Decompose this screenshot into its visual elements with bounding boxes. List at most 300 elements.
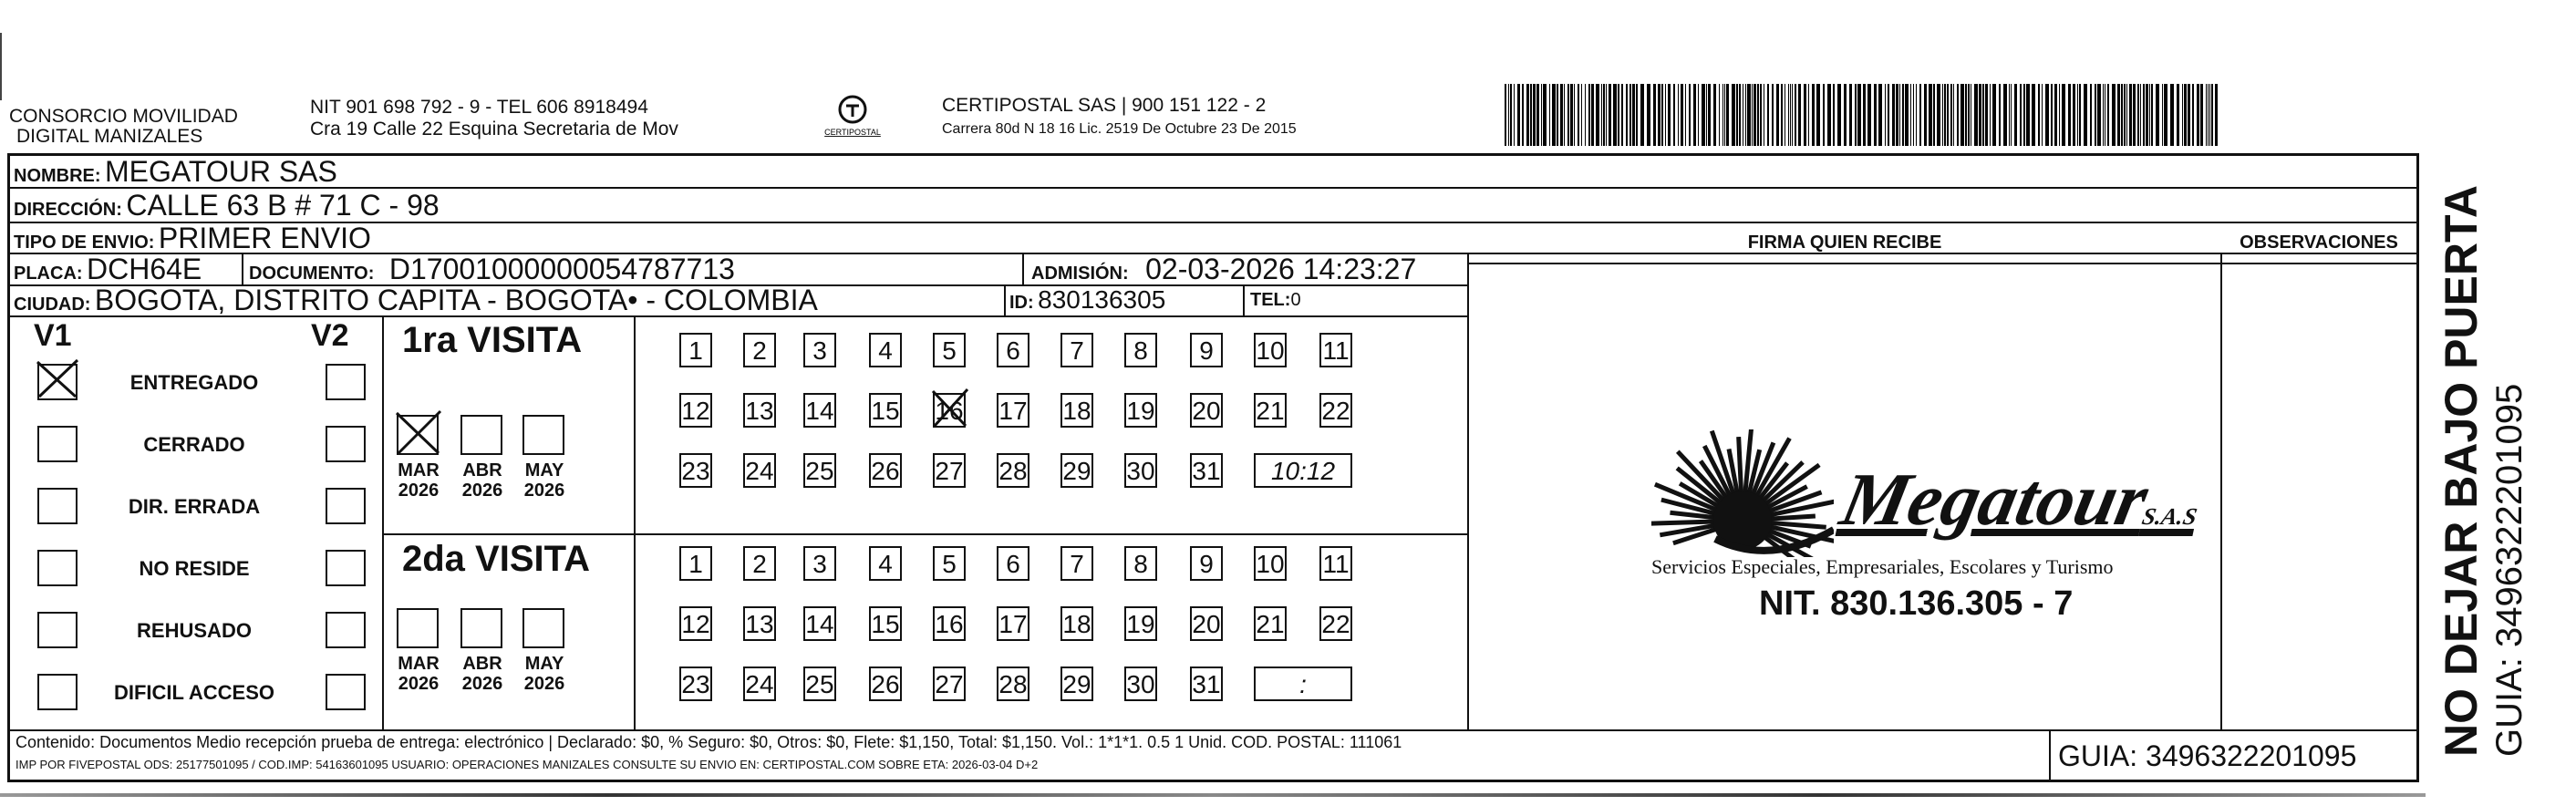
tipo-envio-label: TIPO DE ENVIO: [14,232,155,253]
day-box[interactable]: 24 [743,666,776,701]
delivery-form [7,153,2419,782]
v1-checkbox[interactable] [37,364,78,400]
barcode-bar [1708,84,1711,146]
v1-checkbox[interactable] [37,674,78,710]
barcode-bar [1596,84,1599,146]
barcode-bar [2042,84,2043,146]
barcode-bar [1693,84,1696,146]
day-box[interactable]: 6 [997,333,1029,367]
day-box[interactable]: 30 [1124,666,1157,701]
company-nit: NIT 901 698 792 - 9 - TEL 606 8918494 [310,97,648,118]
barcode-bar [1574,84,1575,146]
observaciones-header: OBSERVACIONES [2240,232,2398,253]
day-box[interactable]: 20 [1190,606,1223,641]
ciudad-value: BOGOTA, DISTRITO CAPITA - BOGOTA• - COLOMBIA [94,284,818,316]
barcode-bar [1772,84,1774,146]
direccion-label: DIRECCIÓN: [14,200,122,220]
barcode-bar [1636,84,1638,146]
barcode-bar [2020,84,2022,146]
barcode-bar [2045,84,2049,146]
barcode-bar [1905,84,1909,146]
barcode-bar [1570,84,1573,146]
contenido-text: Contenido: Documentos Medio recepción prueba de entrega: electrónico | Declarado: $0, % Seguro: $0, Otros: $0, Flete: $1,150, Total: $1,150. Vol.: 1*1*1. 0.5 1 Unid. COD. POSTAL: 111061 [16,733,1402,751]
day-box[interactable]: 4 [869,333,902,367]
v2-checkbox[interactable] [326,488,366,524]
placa-value: DCH64E [87,253,202,285]
v1-checkbox[interactable] [37,426,78,462]
barcode-bar [1816,84,1820,146]
barcode-bar [1665,84,1666,146]
side-guia: GUIA: 3496322201095 [2489,383,2529,757]
ciudad-label: CIUDAD: [14,294,91,315]
barcode-bar [1719,84,1720,146]
barcode-bar [1514,84,1515,146]
barcode-bar [1510,84,1512,146]
barcode-bar [1965,84,1967,146]
barcode-bar [1739,84,1741,146]
barcode-bar [2097,84,2101,146]
barcode-bar [1957,84,1959,146]
barcode-bar [1990,84,1991,146]
barcode-bar [1726,84,1729,146]
barcode-bar [2188,84,2190,146]
certipostal-logo [821,91,885,146]
barcode-bar [2014,84,2017,146]
day-box[interactable]: 6 [997,546,1029,581]
nombre-label: NOMBRE: [14,166,101,186]
day-box[interactable]: 10 [1254,546,1287,581]
barcode-bar [1653,84,1656,146]
barcode-bar [2200,84,2203,146]
day-box[interactable]: 7 [1060,546,1093,581]
day-box[interactable]: 8 [1124,333,1157,367]
status-label: NO RESIDE [139,557,250,580]
barcode-bar [2062,84,2065,146]
month-checkbox[interactable] [397,608,439,648]
day-box[interactable]: 17 [997,606,1029,641]
barcode-bar [1878,84,1882,146]
v2-checkbox[interactable] [326,426,366,462]
barcode-bar [1910,84,1911,146]
status-label: REHUSADO [137,619,252,642]
day-box[interactable]: 29 [1060,666,1093,701]
v2-checkbox[interactable] [326,674,366,710]
month-checkbox[interactable] [522,608,564,648]
barcode-bar [2103,84,2104,146]
barcode-bar [2206,84,2207,146]
barcode-bar [1760,84,1762,146]
barcode-bar [1950,84,1952,146]
sun-stamp-icon [1651,429,1834,557]
stamp-nit: NIT. 830.136.305 - 7 [1759,584,2074,623]
tel-value: 0 [1290,290,1301,310]
day-box[interactable]: 23 [679,453,712,488]
first-visit-label: 1ra VISITA [402,320,583,360]
id-label: ID: [1009,293,1034,313]
barcode-bar [1585,84,1586,146]
day-box[interactable]: 18 [1060,606,1093,641]
barcode-bar [1681,84,1683,146]
month-label: MAY 2026 [523,654,565,694]
barcode-bar [1560,84,1563,146]
month-label: MAY 2026 [523,460,565,501]
id-row [1009,285,1165,319]
barcode-bar [1913,84,1914,146]
company-name-line1: CONSORCIO MOVILIDAD [9,106,238,127]
tipo-envio-value: PRIMER ENVIO [158,222,371,254]
v1-checkbox[interactable] [37,488,78,524]
barcode-bar [1888,84,1889,146]
day-box[interactable]: 16 [933,606,966,641]
barcode-bar [2023,84,2025,146]
day-box[interactable]: 1 [679,546,712,581]
barcode-bar [1942,84,1943,146]
barcode-bar [1581,84,1582,146]
barcode-bar [2073,84,2075,146]
nombre-row [14,157,337,192]
barcode-bar [2164,84,2167,146]
company-stamp [1651,420,2217,648]
barcode-bar [1933,84,1935,146]
v1-checkbox[interactable] [37,612,78,648]
v2-checkbox[interactable] [326,550,366,586]
barcode-bar [1885,84,1886,146]
day-box[interactable]: 25 [803,666,836,701]
barcode-bar [1732,84,1735,146]
documento-value: D17001000000054787713 [388,253,735,285]
barcode-bar [1767,84,1769,146]
barcode-bar [1979,84,1981,146]
barcode-bar [1844,84,1847,146]
barcode-bar [2209,84,2210,146]
barcode-bar [1804,84,1806,146]
barcode-bar [1919,84,1921,146]
day-box[interactable]: 27 [933,666,966,701]
barcode-bar [1702,84,1705,146]
barcode-bar [1916,84,1917,146]
day-box[interactable]: 19 [1124,606,1157,641]
footer-guia: GUIA: 3496322201095 [2058,739,2357,772]
check-mark [929,388,969,428]
day-box[interactable]: 22 [1319,393,1352,428]
day-box[interactable]: 2 [743,333,776,367]
barcode-bar [2129,84,2132,146]
day-box[interactable]: 7 [1060,333,1093,367]
carrier-address: Carrera 80d N 18 16 Lic. 2519 De Octubre 23 De 2015 [942,121,1297,137]
barcode-bar [1588,84,1590,146]
day-box[interactable]: 12 [679,393,712,428]
barcode-bar [1522,84,1524,146]
day-box[interactable]: 21 [1254,393,1287,428]
month-checkbox[interactable] [397,415,439,455]
barcode-bar [1613,84,1617,146]
barcode-bar [1564,84,1565,146]
day-box[interactable]: 11 [1319,546,1352,581]
month-label: MAR 2026 [398,460,440,501]
barcode-bar [1747,84,1751,146]
direccion-value: CALLE 63 B # 71 C - 98 [126,189,440,222]
barcode-bar [1867,84,1871,146]
v1-label: V1 [34,318,72,353]
barcode-bar [1724,84,1725,146]
tel-label: TEL: [1250,290,1291,310]
barcode-bar [1543,84,1547,146]
barcode-bar [2003,84,2007,146]
ciudad-row [14,285,818,321]
documento-label: DOCUMENTO: [249,264,375,284]
barcode-bar [1530,84,1532,146]
company-address: Cra 19 Calle 22 Esquina Secretaria de Mov [310,119,678,140]
barcode-bar [2162,84,2163,146]
barcode-bar [1857,84,1861,146]
barcode-bar [2197,84,2199,146]
barcode-bar [2211,84,2213,146]
barcode-bar [1658,84,1660,146]
barcode-bar [2054,84,2057,146]
day-box[interactable]: 22 [1319,606,1352,641]
barcode-bar [1745,84,1746,146]
barcode-bar [1837,84,1841,146]
barcode-bar [2124,84,2126,146]
day-box[interactable]: 31 [1190,666,1223,701]
barcode-bar [2192,84,2194,146]
barcode-bar [1790,84,1791,146]
barcode-bar [2011,84,2012,146]
v2-label: V2 [311,318,349,353]
barcode [1505,84,2225,146]
barcode-bar [1874,84,1877,146]
barcode-bar [1517,84,1520,146]
barcode-bar [1798,84,1801,146]
status-label: CERRADO [143,433,245,456]
barcode-bar [1937,84,1940,146]
month-label: ABR 2026 [461,460,503,501]
barcode-bar [1982,84,1984,146]
day-box[interactable]: 28 [997,453,1029,488]
barcode-bar [1899,84,1900,146]
barcode-bar [1640,84,1644,146]
day-box[interactable]: 5 [933,333,966,367]
month-checkbox[interactable] [460,608,502,648]
placa-label: PLACA: [14,264,83,284]
day-box[interactable]: 11 [1319,333,1352,367]
barcode-bar [2208,84,2209,146]
logo-wordmark: CERTIPOSTAL [824,128,881,137]
day-box[interactable]: 20 [1190,393,1223,428]
month-checkbox[interactable] [522,415,564,455]
barcode-bar [2038,84,2040,146]
day-box[interactable]: 26 [869,453,902,488]
day-box[interactable]: 8 [1124,546,1157,581]
barcode-bar [1541,84,1542,146]
barcode-bar [1788,84,1789,146]
barcode-bar [1823,84,1825,146]
v2-checkbox[interactable] [326,364,366,400]
barcode-bar [1706,84,1707,146]
firma-header: FIRMA QUIEN RECIBE [1747,232,1942,253]
scan-edge-mark [0,33,2,100]
barcode-bar [1549,84,1550,146]
barcode-bar [2084,84,2087,146]
barcode-bar [1892,84,1895,146]
day-box[interactable]: 18 [1060,393,1093,428]
barcode-bar [2009,84,2010,146]
second-visit-label: 2da VISITA [402,539,590,579]
barcode-bar [1689,84,1691,146]
barcode-bar [2117,84,2120,146]
company-name-line2: DIGITAL MANIZALES [16,126,203,147]
stamp-brand: MegatourS.A.S [1834,458,2200,541]
barcode-bar [1968,84,1970,146]
barcode-bar [2095,84,2096,146]
barcode-bar [2090,84,2092,146]
barcode-bar [1606,84,1607,146]
barcode-bar [1508,84,1509,146]
barcode-bar [1557,84,1558,146]
barcode-bar [2077,84,2078,146]
barcode-bar [1776,84,1779,146]
barcode-bar [1533,84,1536,146]
day-box[interactable]: 1 [679,333,712,367]
barcode-bar [1795,84,1796,146]
day-box[interactable]: 9 [1190,546,1223,581]
barcode-bar [2182,84,2183,146]
day-box[interactable]: 13 [743,606,776,641]
scan-streak [0,793,2426,797]
barcode-bar [1781,84,1783,146]
barcode-bar [1578,84,1579,146]
sun-ray [1770,516,1816,519]
barcode-bar [2137,84,2139,146]
barcode-bar [1792,84,1793,146]
day-box[interactable]: 5 [933,546,966,581]
day-box[interactable]: 14 [803,606,836,641]
barcode-bar [1855,84,1857,146]
day-box[interactable]: 3 [803,333,836,367]
barcode-bar [2026,84,2030,146]
day-box[interactable]: 27 [933,453,966,488]
barcode-bar [2112,84,2116,146]
barcode-bar [1827,84,1831,146]
barcode-bar [1678,84,1679,146]
day-box[interactable]: 26 [869,666,902,701]
v1-checkbox[interactable] [37,550,78,586]
day-box[interactable]: 12 [679,606,712,641]
nombre-value: MEGATOUR SAS [105,155,337,188]
day-box[interactable]: 15 [869,393,902,428]
barcode-bar [1685,84,1686,146]
check-mark [393,409,442,455]
day-box[interactable]: 19 [1124,393,1157,428]
time-box[interactable]: : [1254,666,1352,701]
barcode-bar [1505,84,1506,146]
barcode-bar [2126,84,2127,146]
barcode-bar [1974,84,1978,146]
status-label: DIR. ERRADA [128,495,261,518]
day-box[interactable]: 15 [869,606,902,641]
day-box[interactable]: 24 [743,453,776,488]
barcode-bar [1896,84,1898,146]
side-notice: NO DEJAR BAJO PUERTA [2436,185,2487,757]
barcode-bar [2146,84,2148,146]
barcode-bar [2149,84,2150,146]
barcode-bar [2068,84,2071,146]
day-box[interactable]: 17 [997,393,1029,428]
barcode-bar [1902,84,1904,146]
check-mark [34,358,79,398]
day-box[interactable]: 16 [933,393,966,428]
status-label: ENTREGADO [129,371,259,394]
barcode-bar [2177,84,2179,146]
barcode-bar [1999,84,2001,146]
barcode-bar [1944,84,1946,146]
day-box[interactable]: 21 [1254,606,1287,641]
barcode-bar [1536,84,1539,146]
tel-row [1250,285,1301,316]
v2-checkbox[interactable] [326,612,366,648]
sun-ray [1651,522,1715,523]
admision-label: ADMISIÓN: [1031,264,1129,284]
barcode-bar [1992,84,1996,146]
barcode-bar [1754,84,1756,146]
barcode-bar [1929,84,1932,146]
barcode-bar [2170,84,2174,146]
barcode-bar [2184,84,2187,146]
barcode-bar [1647,84,1650,146]
barcode-bar [1985,84,1988,146]
barcode-bar [1629,84,1631,146]
barcode-bar [1713,84,1716,146]
barcode-bar [1609,84,1611,146]
day-box[interactable]: 31 [1190,453,1223,488]
barcode-bar [1849,84,1852,146]
time-box[interactable]: 10:12 [1254,453,1352,488]
barcode-bar [2156,84,2159,146]
stamp-tagline: Servicios Especiales, Empresariales, Escolares y Turismo [1651,555,2114,578]
barcode-bar [2151,84,2153,146]
day-box[interactable]: 14 [803,393,836,428]
barcode-bar [1673,84,1675,146]
barcode-bar [2133,84,2136,146]
day-box[interactable]: 25 [803,453,836,488]
day-box[interactable]: 10 [1254,333,1287,367]
day-box[interactable]: 9 [1190,333,1223,367]
day-box[interactable]: 4 [869,546,902,581]
barcode-bar [1808,84,1809,146]
barcode-bar [1757,84,1759,146]
day-box[interactable]: 13 [743,393,776,428]
barcode-bar [1591,84,1594,146]
day-box[interactable]: 29 [1060,453,1093,488]
barcode-bar [1698,84,1699,146]
day-box[interactable]: 28 [997,666,1029,701]
barcode-bar [1552,84,1556,146]
barcode-bar [2140,84,2141,146]
barcode-bar [1661,84,1663,146]
barcode-bar [2121,84,2123,146]
barcode-bar [1626,84,1628,146]
day-box[interactable]: 3 [803,546,836,581]
barcode-bar [2107,84,2109,146]
barcode-bar [1601,84,1602,146]
day-box[interactable]: 2 [743,546,776,581]
barcode-bar [1924,84,1927,146]
barcode-bar [1736,84,1738,146]
day-box[interactable]: 23 [679,666,712,701]
day-box[interactable]: 30 [1124,453,1157,488]
sun-ray [1739,437,1742,493]
month-checkbox[interactable] [460,415,502,455]
